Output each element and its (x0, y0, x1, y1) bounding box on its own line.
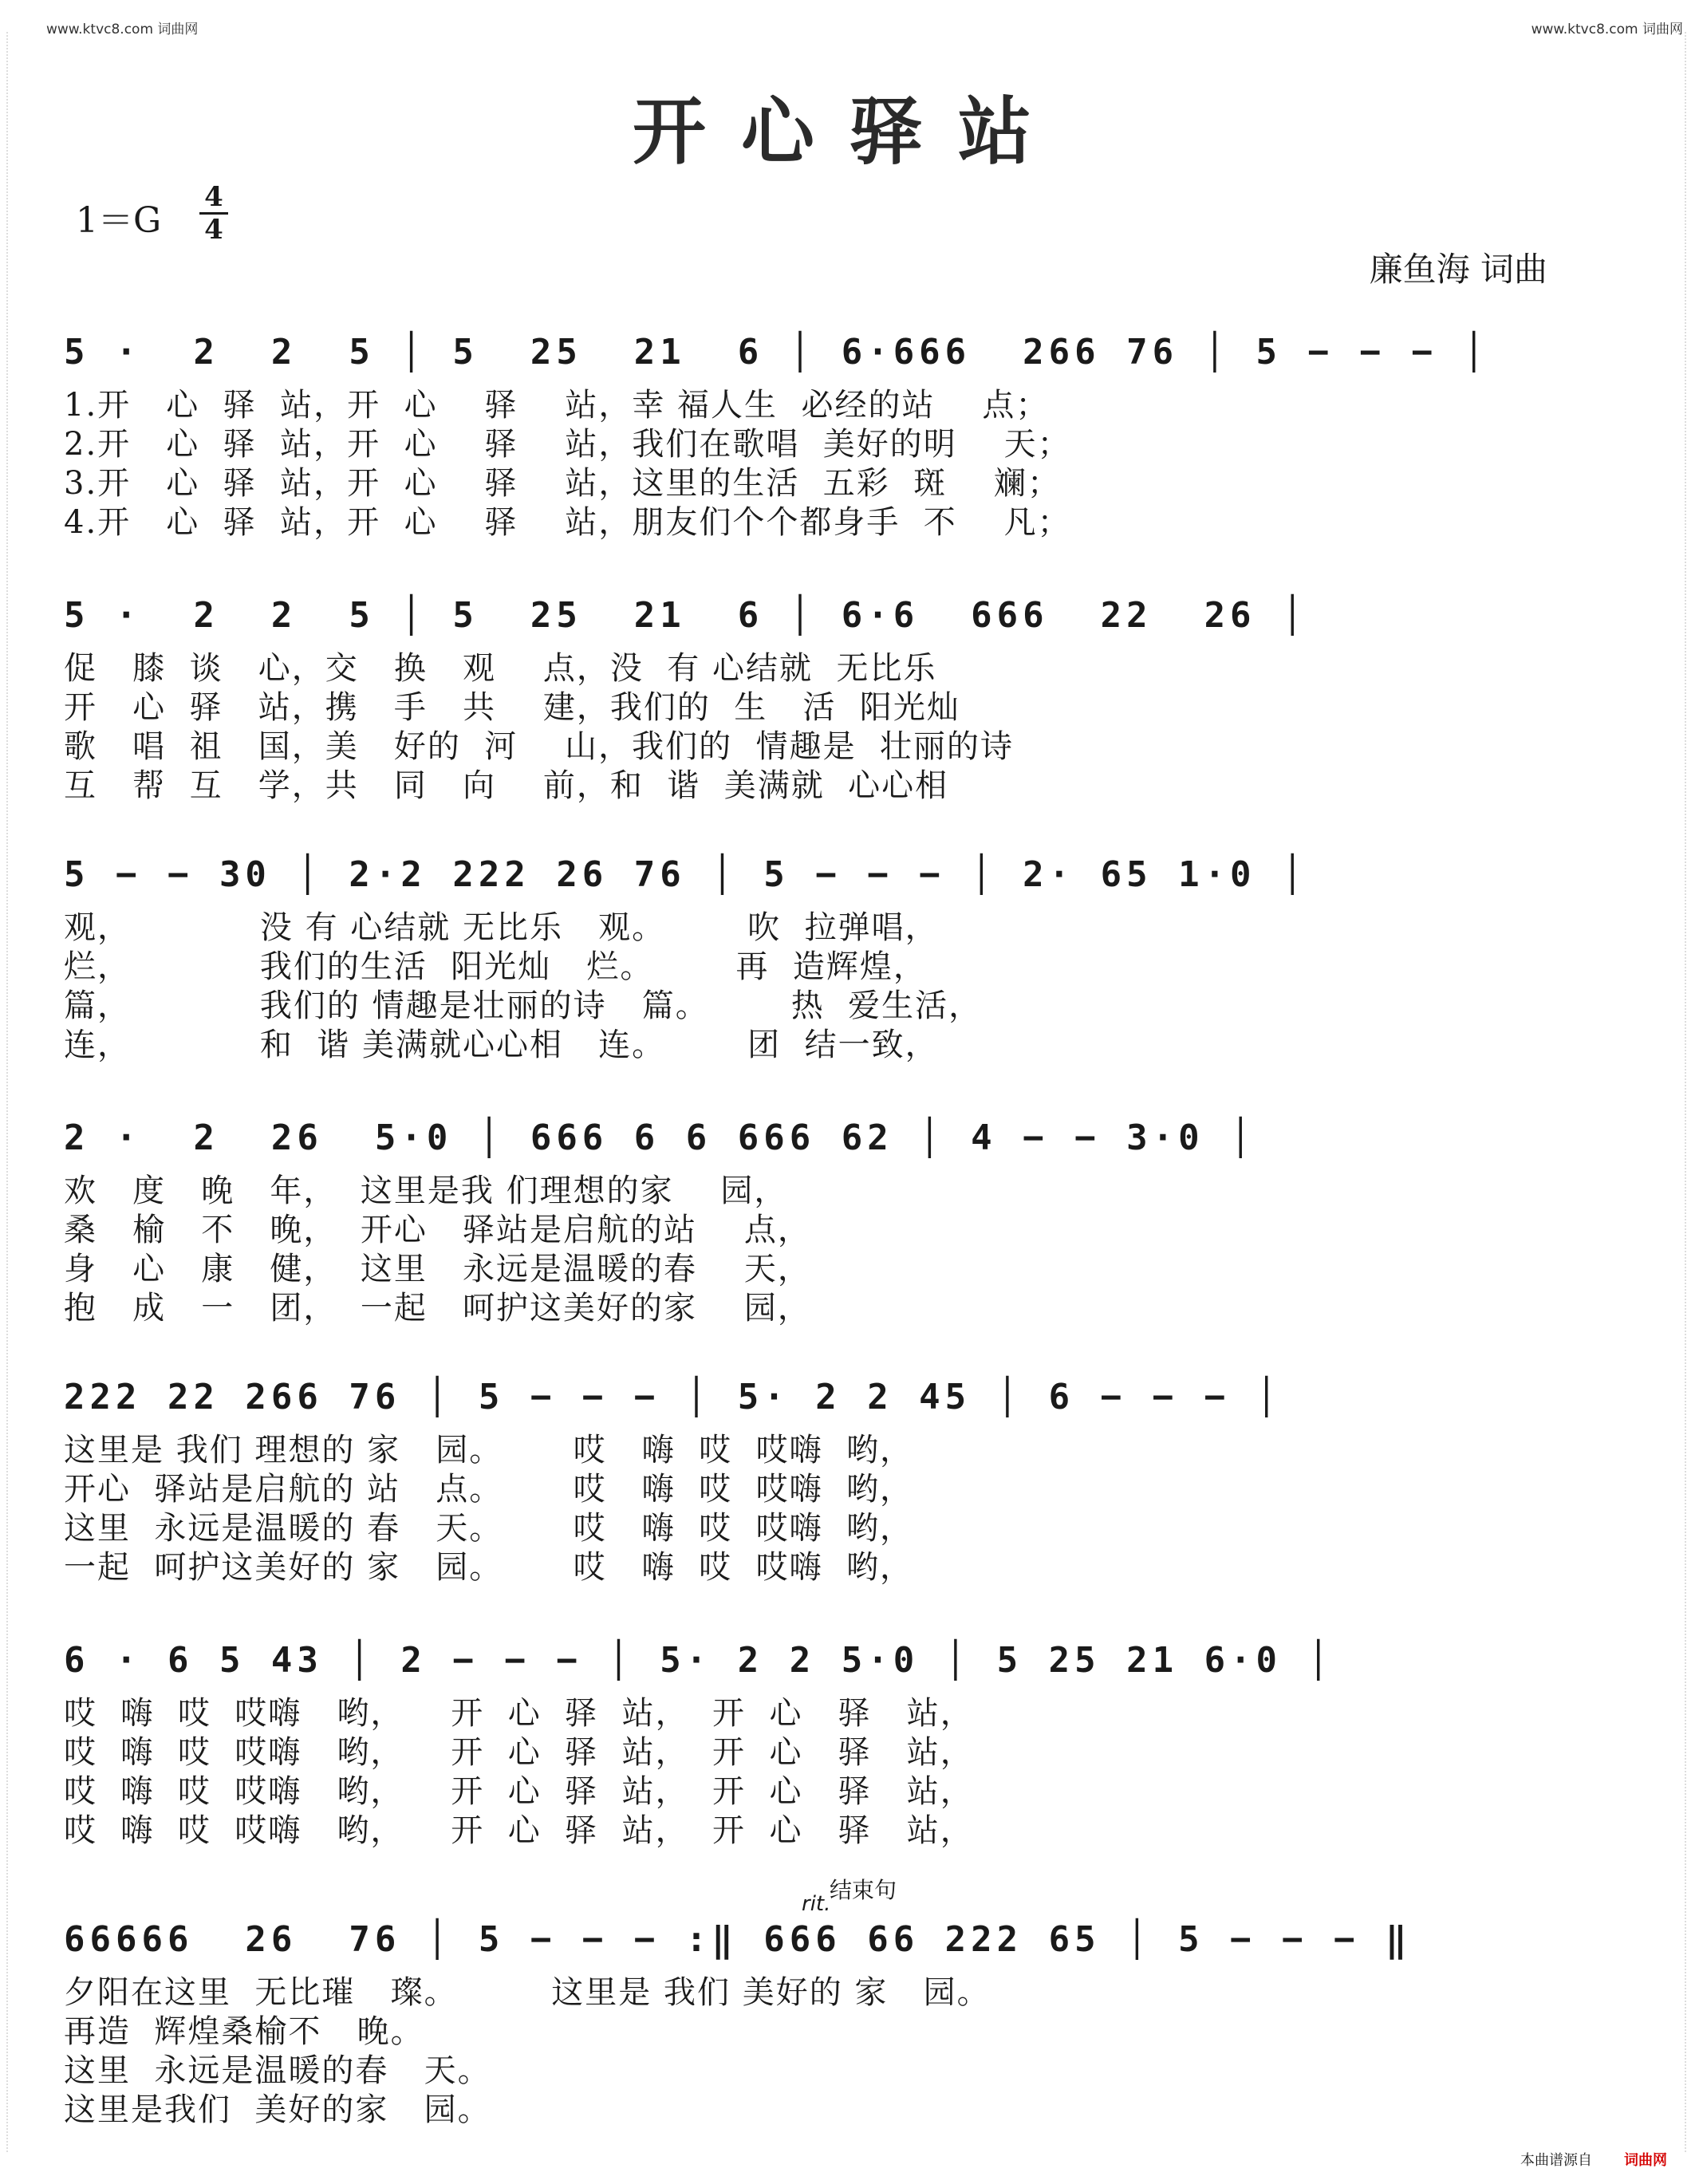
time-signature-bottom: 4 (204, 214, 223, 246)
left-edge-strip (6, 32, 14, 2152)
score-system-3 (64, 842, 1555, 1065)
lyric-verse-3: 篇， 我们的 情趣是壮丽的诗 篇。 热 爱生活， (64, 988, 983, 1024)
lyric-verse-3: 身 心 康 健， 这里 永远是温暖的春 天， (64, 1251, 811, 1287)
notation-line (64, 1906, 1555, 1973)
notation-line (64, 582, 1555, 649)
lyric-verse-4: 哎 嗨 哎 哎嗨 哟， 开 心 驿 站， 开 心 驿 站， (64, 1812, 974, 1849)
lyric-verse-3: 哎 嗨 哎 哎嗨 哟， 开 心 驿 站， 开 心 驿 站， (64, 1773, 974, 1810)
footer-source (1520, 2149, 1667, 2170)
ending-label: 结束句 (830, 1877, 897, 1903)
lyric-verse-1: 促 膝 谈 心，交 换 观 点，没 有 心结就 无比乐 (64, 650, 937, 687)
lyric-verse-4: 4.开 心 驿 站，开 心 驿 站，朋友们个个都身手 不 凡； (64, 504, 1071, 541)
notation-line (64, 1627, 1555, 1694)
lyric-verse-2: 再造 辉煌桑榆不 晚。 (64, 2013, 424, 2050)
score-system-2 (64, 582, 1555, 806)
score-system-7 (64, 1906, 1555, 2130)
footer-brand-logo: 词曲网 (1624, 2152, 1667, 2169)
lyric-verse-4: 一起 呵护这美好的 家 园。 哎 嗨 哎 哎嗨 哟， (64, 1549, 914, 1586)
lyric-verse-2: 开 心 驿 站，携 手 共 建，我们的 生 活 阳光灿 (64, 689, 960, 726)
song-title: 开心驿站 (632, 89, 1066, 175)
lyric-verse-1: 哎 嗨 哎 哎嗨 哟， 开 心 驿 站， 开 心 驿 站， (64, 1695, 974, 1732)
lyric-verse-2: 2.开 心 驿 站，开 心 驿 站，我们在歌唱 美好的明 天； (64, 426, 1071, 463)
site-watermark-left: www.ktvc8.com 词曲网 (46, 22, 199, 37)
lyric-verse-1: 夕阳在这里 无比璀 璨。 这里是 我们 美好的 家 园。 (64, 1974, 991, 2011)
notation-text: 66666 26 76 │ 5 − − − :‖ 666 66 222 65 │ 5 − − − ‖ (64, 1919, 1412, 1960)
lyric-verse-2: 烂， 我们的生活 阳光灿 烂。 再 造辉煌， (64, 948, 927, 985)
time-signature-top: 4 (204, 181, 223, 213)
notation-text: 6 · 6 5 43 │ 2 − − − │ 5· 2 2 5·0 │ 5 25 21 6·0 │ (64, 1640, 1334, 1681)
lyric-verse-3: 这里 永远是温暖的 春 天。 哎 嗨 哎 哎嗨 哟， (64, 1510, 914, 1547)
lyric-verse-3: 这里 永远是温暖的春 天。 (64, 2052, 491, 2089)
right-edge-strip (1685, 32, 1693, 2152)
key-signature: 1＝G (76, 200, 162, 241)
score-system-5 (64, 1364, 1555, 1587)
lyric-verse-4: 抱 成 一 团， 一起 呵护这美好的家 园， (64, 1290, 811, 1327)
lyric-verse-1: 这里是 我们 理想的 家 园。 哎 嗨 哎 哎嗨 哟， (64, 1432, 914, 1468)
time-signature (199, 181, 228, 246)
lyric-verse-1: 欢 度 晚 年， 这里是我 们理想的家 园， (64, 1173, 788, 1209)
notation-line (64, 319, 1555, 386)
lyric-verse-2: 开心 驿站是启航的 站 点。 哎 嗨 哎 哎嗨 哟， (64, 1471, 914, 1508)
footer-source-text: 本曲谱源自 (1520, 2152, 1592, 2169)
lyric-verse-4: 互 帮 互 学，共 同 向 前，和 谐 美满就 心心相 (64, 767, 949, 804)
ritardando-mark: rit. (802, 1892, 831, 1916)
notation-text: 2 · 2 26 5·0 │ 666 6 6 666 62 │ 4 − − 3·0 │ (64, 1118, 1256, 1158)
notation-text: 5 · 2 2 5 │ 5 25 21 6 │ 6·6 666 22 26 │ (64, 595, 1308, 636)
author-credit: 廉鱼海 词曲 (1369, 250, 1547, 289)
notation-text: 5 − − 30 │ 2·2 222 26 76 │ 5 − − − │ 2· 65 1·0 │ (64, 854, 1308, 895)
score-system-6 (64, 1627, 1555, 1851)
lyric-verse-2: 哎 嗨 哎 哎嗨 哟， 开 心 驿 站， 开 心 驿 站， (64, 1734, 974, 1771)
lyric-verse-2: 桑 榆 不 晚， 开心 驿站是启航的站 点， (64, 1212, 811, 1248)
score-system-1 (64, 319, 1555, 542)
lyric-verse-3: 歌 唱 祖 国，美 好的 河 山，我们的 情趣是 壮丽的诗 (64, 728, 1015, 765)
lyric-verse-1: 观， 没 有 心结就 无比乐 观。 吹 拉弹唱， (64, 909, 939, 946)
notation-line (64, 1105, 1555, 1172)
score-system-4 (64, 1105, 1555, 1328)
notation-line (64, 1364, 1555, 1431)
lyric-verse-4: 这里是我们 美好的家 园。 (64, 2091, 491, 2128)
lyric-verse-4: 连， 和 谐 美满就心心相 连。 团 结一致， (64, 1027, 939, 1063)
notation-line (64, 842, 1555, 909)
notation-text: 5 · 2 2 5 │ 5 25 21 6 │ 6·666 266 76 │ 5 − − − │ (64, 332, 1489, 373)
site-watermark-right: www.ktvc8.com 词曲网 (1531, 22, 1683, 37)
lyric-verse-3: 3.开 心 驿 站，开 心 驿 站，这里的生活 五彩 斑 斓； (64, 465, 1062, 502)
notation-text: 222 22 266 76 │ 5 − − − │ 5· 2 2 45 │ 6 − − − │ (64, 1377, 1283, 1417)
lyric-verse-1: 1.开 心 驿 站，开 心 驿 站，幸 福人生 必经的站 点； (64, 387, 1050, 424)
